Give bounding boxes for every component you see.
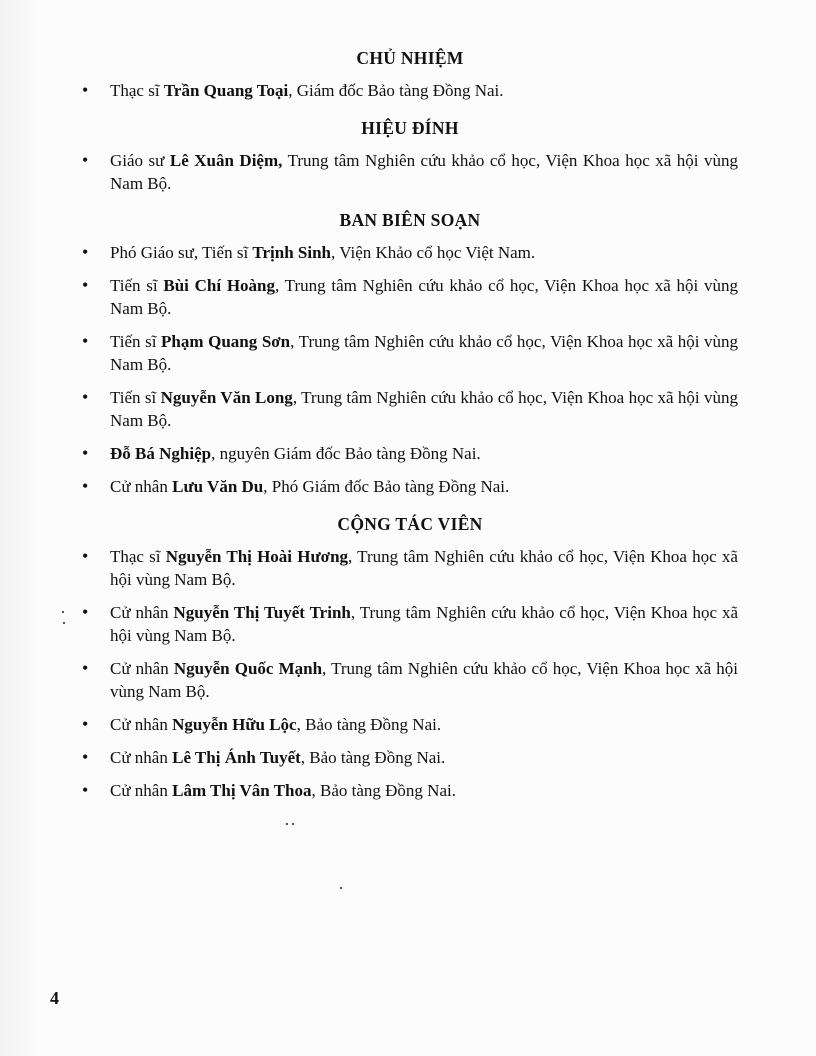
credit-item: [82, 386, 738, 432]
credit-item: [82, 746, 738, 769]
credit-name: Đỗ Bá Nghiệp: [110, 444, 212, 463]
section-heading: BAN BIÊN SOẠN: [339, 210, 481, 230]
credit-affiliation: , Trung tâm Nghiên cứu khảo cổ học, Viện Khoa học xã hội vùng Nam Bộ.: [110, 547, 738, 589]
section-cong-tac-vien: [82, 512, 738, 802]
credit-item: [82, 79, 738, 102]
scan-speck: [292, 823, 294, 825]
credit-affiliation: , Phó Giám đốc Bảo tàng Đồng Nai.: [263, 477, 510, 496]
credit-name: Lê Thị Ánh Tuyết: [172, 748, 301, 767]
credit-affiliation: , Viện Khảo cổ học Việt Nam.: [331, 243, 536, 262]
section-heading: CỘNG TÁC VIÊN: [337, 514, 483, 534]
credit-name: Nguyễn Thị Hoài Hương: [165, 547, 349, 566]
credit-title: Tiến sĩ: [110, 332, 162, 351]
credit-name: Trịnh Sinh: [252, 243, 332, 262]
credit-title: Tiến sĩ: [110, 388, 161, 407]
credit-affiliation: , Trung tâm Nghiên cứu khảo cổ học, Viện Khoa học xã hội vùng Nam Bộ.: [110, 659, 738, 701]
section-hieu-dinh: [82, 116, 738, 195]
credit-item: [82, 545, 738, 591]
credit-list: [82, 149, 738, 195]
credit-title: Cử nhân: [110, 781, 173, 800]
credit-title: Phó Giáo sư, Tiến sĩ: [110, 243, 253, 262]
credit-name: Lưu Văn Du: [172, 477, 264, 496]
credit-affiliation: , Bảo tàng Đồng Nai.: [300, 748, 446, 767]
credit-name: Lâm Thị Vân Thoa: [172, 781, 312, 800]
credit-list: [82, 241, 738, 498]
credit-title: Cử nhân: [110, 477, 173, 496]
section-ban-bien-soan: [82, 208, 738, 498]
credit-title: Tiến sĩ: [110, 276, 164, 295]
credit-list: [82, 545, 738, 802]
credit-title: Giáo sư: [110, 151, 170, 170]
scan-speck: [340, 887, 342, 889]
credit-affiliation: , Trung tâm Nghiên cứu khảo cổ học, Viện Khoa học xã hội vùng Nam Bộ.: [110, 276, 738, 318]
section-heading: CHỦ NHIỆM: [356, 48, 464, 68]
credit-name: Nguyễn Văn Long: [160, 388, 293, 407]
scan-speck: [286, 823, 288, 825]
section-heading: HIỆU ĐÍNH: [361, 118, 459, 138]
scan-speck: [62, 611, 64, 613]
scan-speck: [63, 622, 65, 624]
credit-title: Cử nhân: [110, 603, 174, 622]
page-number: 4: [50, 988, 59, 1008]
page-edge-shadow: [0, 0, 36, 1056]
credit-item: [82, 442, 738, 465]
section-chu-nhiem: [82, 46, 738, 102]
credit-item: [82, 241, 738, 264]
credit-name: Trần Quang Toại: [163, 81, 289, 100]
credit-item: [82, 274, 738, 320]
credit-item: [82, 657, 738, 703]
credit-affiliation: Trung tâm Nghiên cứu khảo cổ học, Viện Khoa học xã hội vùng Nam Bộ.: [110, 151, 739, 193]
credits-page: [82, 46, 738, 802]
credit-name: Phạm Quang Sơn: [161, 332, 291, 351]
credit-affiliation: , Giám đốc Bảo tàng Đồng Nai.: [288, 81, 504, 100]
credit-item: [82, 779, 738, 802]
credit-list: [82, 79, 738, 102]
credit-name: Bùi Chí Hoàng: [163, 276, 275, 295]
credit-title: Thạc sĩ: [110, 547, 166, 566]
credit-affiliation: , Bảo tàng Đồng Nai.: [296, 715, 442, 734]
credit-affiliation: , Trung tâm Nghiên cứu khảo cổ học, Viện Khoa học xã hội vùng Nam Bộ.: [110, 332, 738, 374]
credit-item: [82, 330, 738, 376]
credit-item: [82, 601, 738, 647]
credit-title: Cử nhân: [110, 659, 174, 678]
credit-affiliation: , nguyên Giám đốc Bảo tàng Đồng Nai.: [211, 444, 481, 463]
credit-name: Nguyễn Thị Tuyết Trinh: [173, 603, 351, 622]
credit-name: Nguyễn Quốc Mạnh: [173, 659, 323, 678]
credit-item: [82, 713, 738, 736]
credit-name: Lê Xuân Diệm,: [169, 151, 283, 170]
credit-name: Nguyễn Hữu Lộc: [172, 715, 297, 734]
credit-item: [82, 149, 738, 195]
credit-title: Thạc sĩ: [110, 81, 164, 100]
credit-affiliation: , Trung tâm Nghiên cứu khảo cổ học, Viện Khoa học xã hội vùng Nam Bộ.: [110, 603, 738, 645]
credit-title: Cử nhân: [110, 748, 173, 767]
credit-item: [82, 475, 738, 498]
credit-title: Cử nhân: [110, 715, 173, 734]
credit-affiliation: , Trung tâm Nghiên cứu khảo cổ học, Viện Khoa học xã hội vùng Nam Bộ.: [110, 388, 738, 430]
credit-affiliation: , Bảo tàng Đồng Nai.: [311, 781, 456, 800]
